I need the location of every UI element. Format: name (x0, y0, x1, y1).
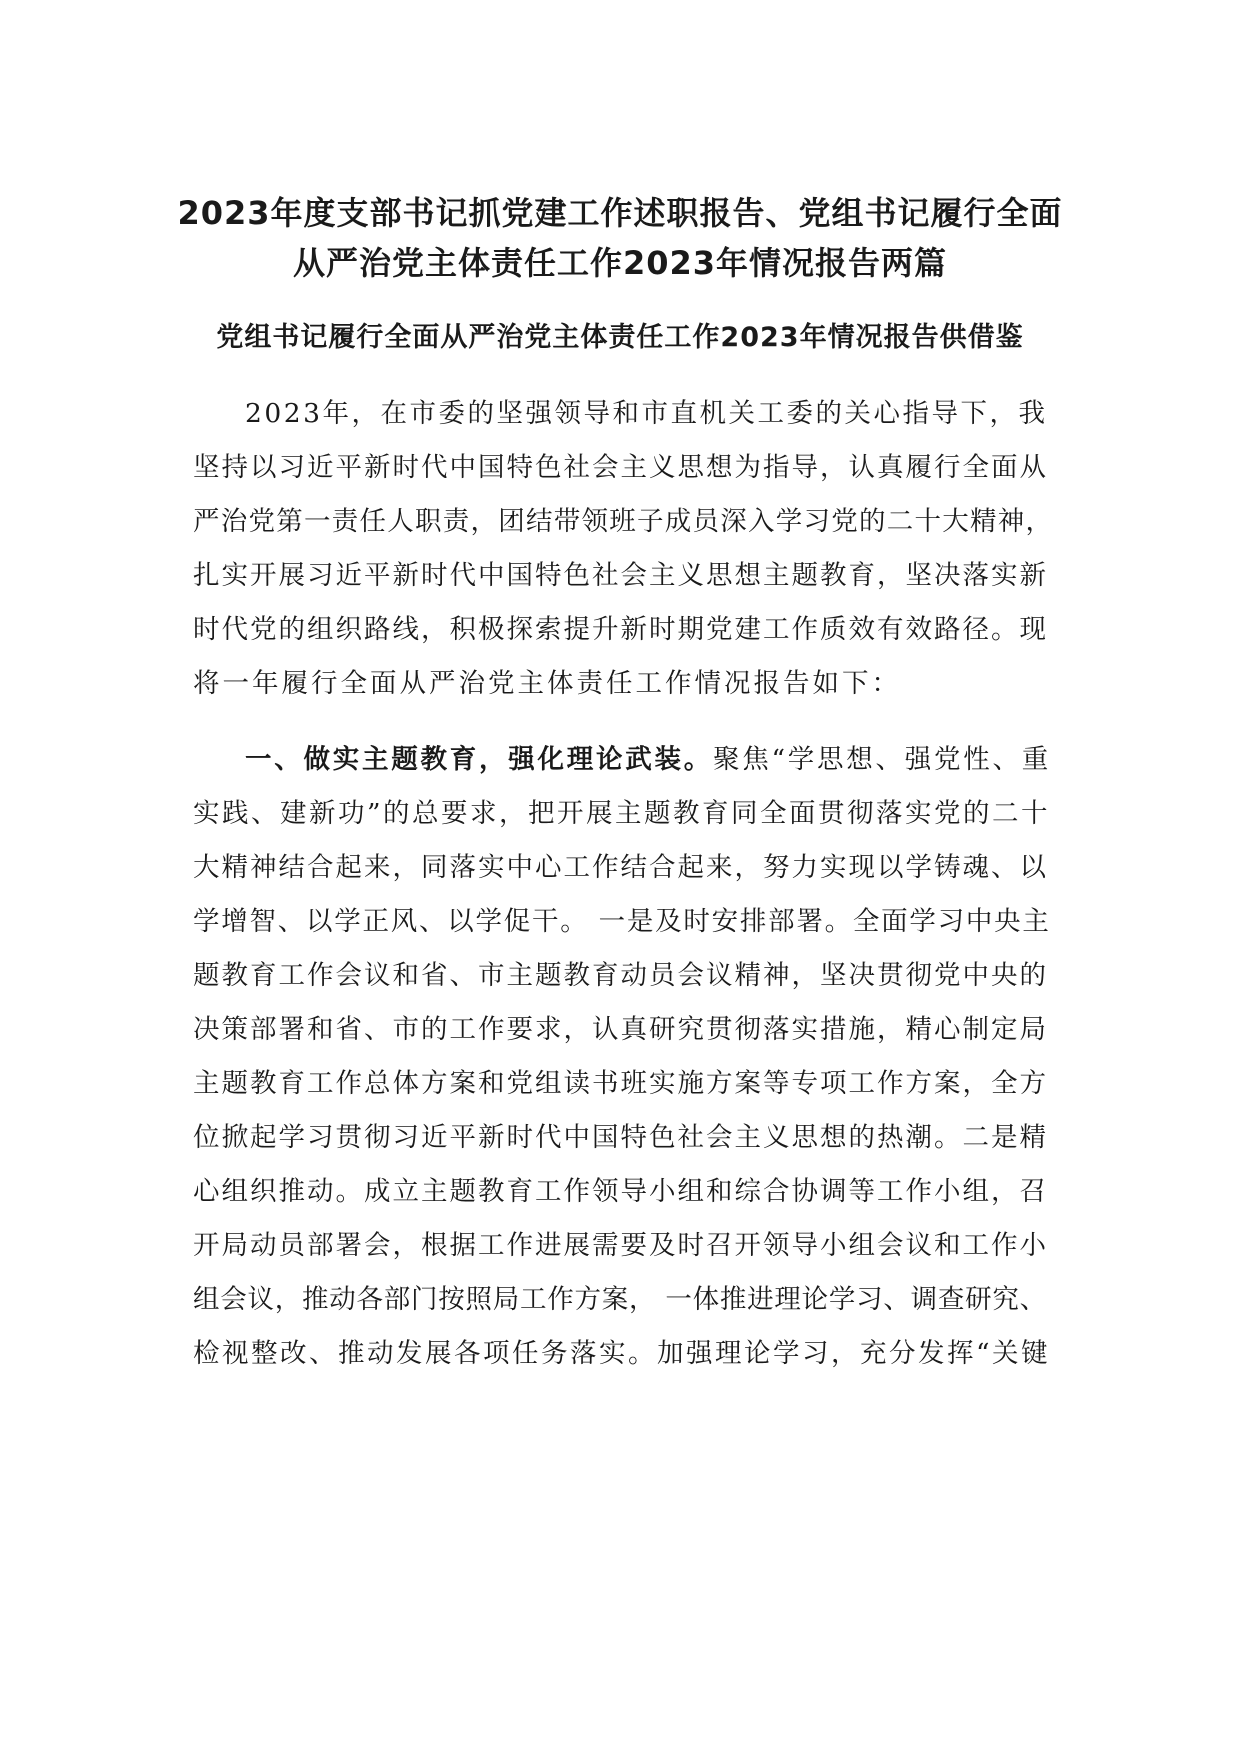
paragraph-2-line-10: 开局动员部署会，根据工作进展需要及时召开领导小组会议和工作小 (193, 1230, 1048, 1261)
paragraph-2-line-7: 主题教育工作总体方案和党组读书班实施方案等专项工作方案，全方 (193, 1068, 1048, 1099)
paragraph-2-line-5: 题教育工作会议和省、市主题教育动员会议精神，坚决贯彻党中央的 (193, 960, 1048, 991)
paragraph-2-line-1-rest: 聚焦“学思想、强党性、重 (713, 744, 1052, 775)
paragraph-1-line-5: 时代党的组织路线，积极探索提升新时期党建工作质效有效路径。现 (193, 614, 1048, 645)
title-line-2: 从严治党主体责任工作2023年情况报告两篇 (292, 244, 948, 282)
title-line-1: 2023年度支部书记抓党建工作述职报告、党组书记履行全面 (177, 194, 1063, 232)
paragraph-2-line-6: 决策部署和省、市的工作要求，认真研究贯彻落实措施，精心制定局 (193, 1014, 1048, 1045)
paragraph-2-line-9: 心组织推动。成立主题教育工作领导小组和综合协调等工作小组，召 (193, 1176, 1048, 1207)
paragraph-1-line-3: 严治党第一责任人职责，团结带领班子成员深入学习党的二十大精神， (193, 506, 1054, 537)
paragraph-1-line-1: 2023年，在市委的坚强领导和市直机关工委的关心指导下，我 (245, 398, 1048, 429)
paragraph-2-line-2: 实践、建新功”的总要求，把开展主题教育同全面贯彻落实党的二十 (193, 798, 1051, 829)
paragraph-2-line-8: 位掀起学习贯彻习近平新时代中国特色社会主义思想的热潮。二是精 (193, 1122, 1048, 1153)
section-heading: 一、做实主题教育，强化理论武装。 (245, 744, 713, 775)
paragraph-2-line-12: 检视整改、推动发展各项任务落实。加强理论学习，充分发挥“关键 (193, 1338, 1051, 1369)
paragraph-1-line-4: 扎实开展习近平新时代中国特色社会主义思想主题教育，坚决落实新 (193, 560, 1048, 591)
paragraph-1-line-6: 将一年履行全面从严治党主体责任工作情况报告如下： (193, 668, 901, 699)
paragraph-1-line-2: 坚持以习近平新时代中国特色社会主义思想为指导，认真履行全面从 (193, 452, 1048, 483)
document-subtitle: 党组书记履行全面从严治党主体责任工作2023年情况报告供借鉴 (216, 322, 1024, 353)
paragraph-2-line-4: 学增智、以学正风、以学促干。 一是及时安排部署。全面学习中央主 (193, 906, 1051, 937)
document-title (150, 188, 1090, 288)
paragraph-2-line-11: 组会议，推动各部门按照局工作方案， 一体推进理论学习、调查研究、 (193, 1284, 1047, 1315)
paragraph-2-line-1 (245, 740, 1053, 780)
paragraph-2-line-3: 大精神结合起来，同落实中心工作结合起来，努力实现以学铸魂、以 (193, 852, 1048, 883)
